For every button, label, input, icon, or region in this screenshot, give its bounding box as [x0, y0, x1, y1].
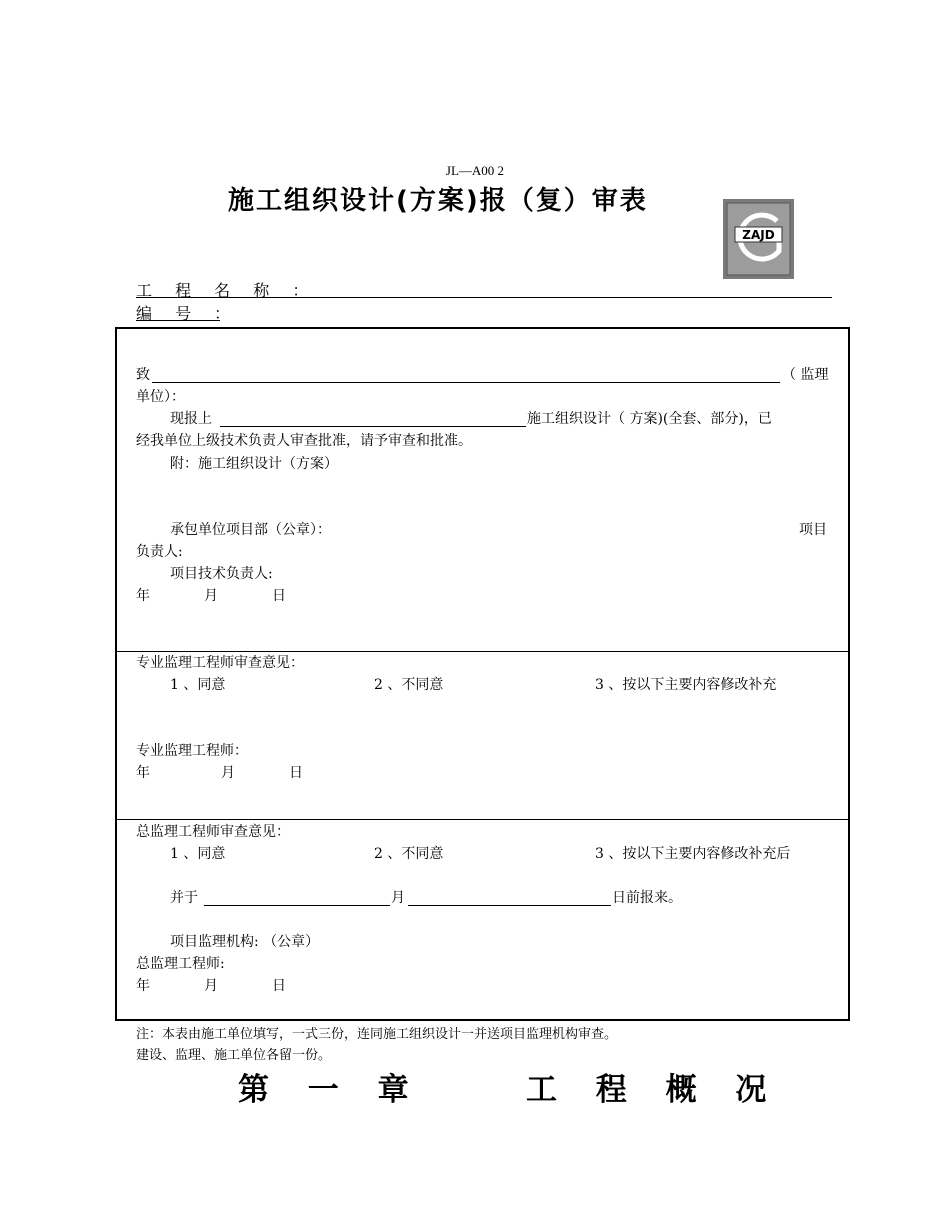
project-name-underline[interactable] — [136, 297, 832, 298]
option-modify[interactable]: 3 、按以下主要内容修改补充后 — [595, 846, 791, 862]
chapter-number: 第 一 章 — [238, 1072, 423, 1108]
option-modify[interactable]: 3 、按以下主要内容修改补充 — [595, 677, 777, 693]
option-agree[interactable]: 1 、同意 — [170, 846, 226, 862]
date-month: 月 — [204, 588, 218, 604]
report-prefix: 现报上 — [170, 411, 212, 427]
to-prefix: 致 — [136, 367, 150, 383]
option-disagree[interactable]: 2 、不同意 — [374, 846, 444, 862]
contractor-seal-label: 承包单位项目部（公章）： — [170, 522, 331, 538]
deadline-month: 月 — [391, 890, 405, 906]
to-suffix: （ 监理 — [782, 367, 829, 383]
date-day: 日 — [289, 765, 303, 781]
attachment-text: 附：施工组织设计（方案） — [170, 456, 338, 472]
manager-label: 负责人: — [136, 544, 183, 560]
date-month: 月 — [221, 765, 235, 781]
number-underline[interactable] — [136, 320, 220, 321]
specialist-engineer-label: 专业监理工程师： — [136, 743, 248, 759]
option-agree[interactable]: 1 、同意 — [170, 677, 226, 693]
date-year: 年 — [136, 588, 150, 604]
logo-text: ZAJD — [742, 228, 775, 242]
section-divider-1 — [115, 651, 850, 652]
form-code: JL—A00 2 — [445, 163, 505, 178]
deadline-day-blank[interactable] — [408, 905, 611, 906]
chief-engineer-label: 总监理工程师: — [136, 956, 225, 972]
unit-line: 单位）： — [136, 389, 185, 405]
form-title: 施工组织设计(方案)报（复）审表 — [228, 186, 648, 216]
project-word: 项目 — [799, 522, 827, 538]
report-project-blank[interactable] — [220, 426, 526, 427]
number-label: 编 号 ： — [136, 304, 240, 323]
option-disagree[interactable]: 2 、不同意 — [374, 677, 444, 693]
chapter-title: 工 程 概 况 — [526, 1072, 781, 1108]
note-line-2: 建设、监理、施工单位各留一份。 — [136, 1048, 332, 1063]
project-name-label: 工 程 名 称 ： — [136, 281, 318, 300]
supervision-org-label: 项目监理机构: （公章） — [170, 934, 320, 950]
date-year: 年 — [136, 978, 150, 994]
date-day: 日 — [272, 588, 286, 604]
company-logo — [723, 199, 794, 279]
report-line2: 经我单位上级技术负责人审查批准，请予审查和批准。 — [136, 433, 472, 449]
report-suffix: 施工组织设计（ 方案)(全套、部分)，已 — [527, 411, 772, 427]
specialist-opinion-heading: 专业监理工程师审查意见： — [136, 655, 304, 671]
note-line-1: 注：本表由施工单位填写，一式三份，连同施工组织设计一并送项目监理机构审查。 — [136, 1027, 618, 1042]
deadline-prefix: 并于 — [170, 890, 198, 906]
tech-manager-label: 项目技术负责人: — [170, 566, 273, 582]
deadline-suffix: 日前报来。 — [612, 890, 682, 906]
chief-opinion-heading: 总监理工程师审查意见： — [136, 824, 290, 840]
date-year: 年 — [136, 765, 150, 781]
form-box — [115, 327, 850, 1021]
supervision-unit-blank[interactable] — [152, 382, 780, 383]
section-divider-2 — [115, 819, 850, 820]
date-day: 日 — [272, 978, 286, 994]
date-month: 月 — [204, 978, 218, 994]
deadline-month-blank[interactable] — [204, 905, 390, 906]
